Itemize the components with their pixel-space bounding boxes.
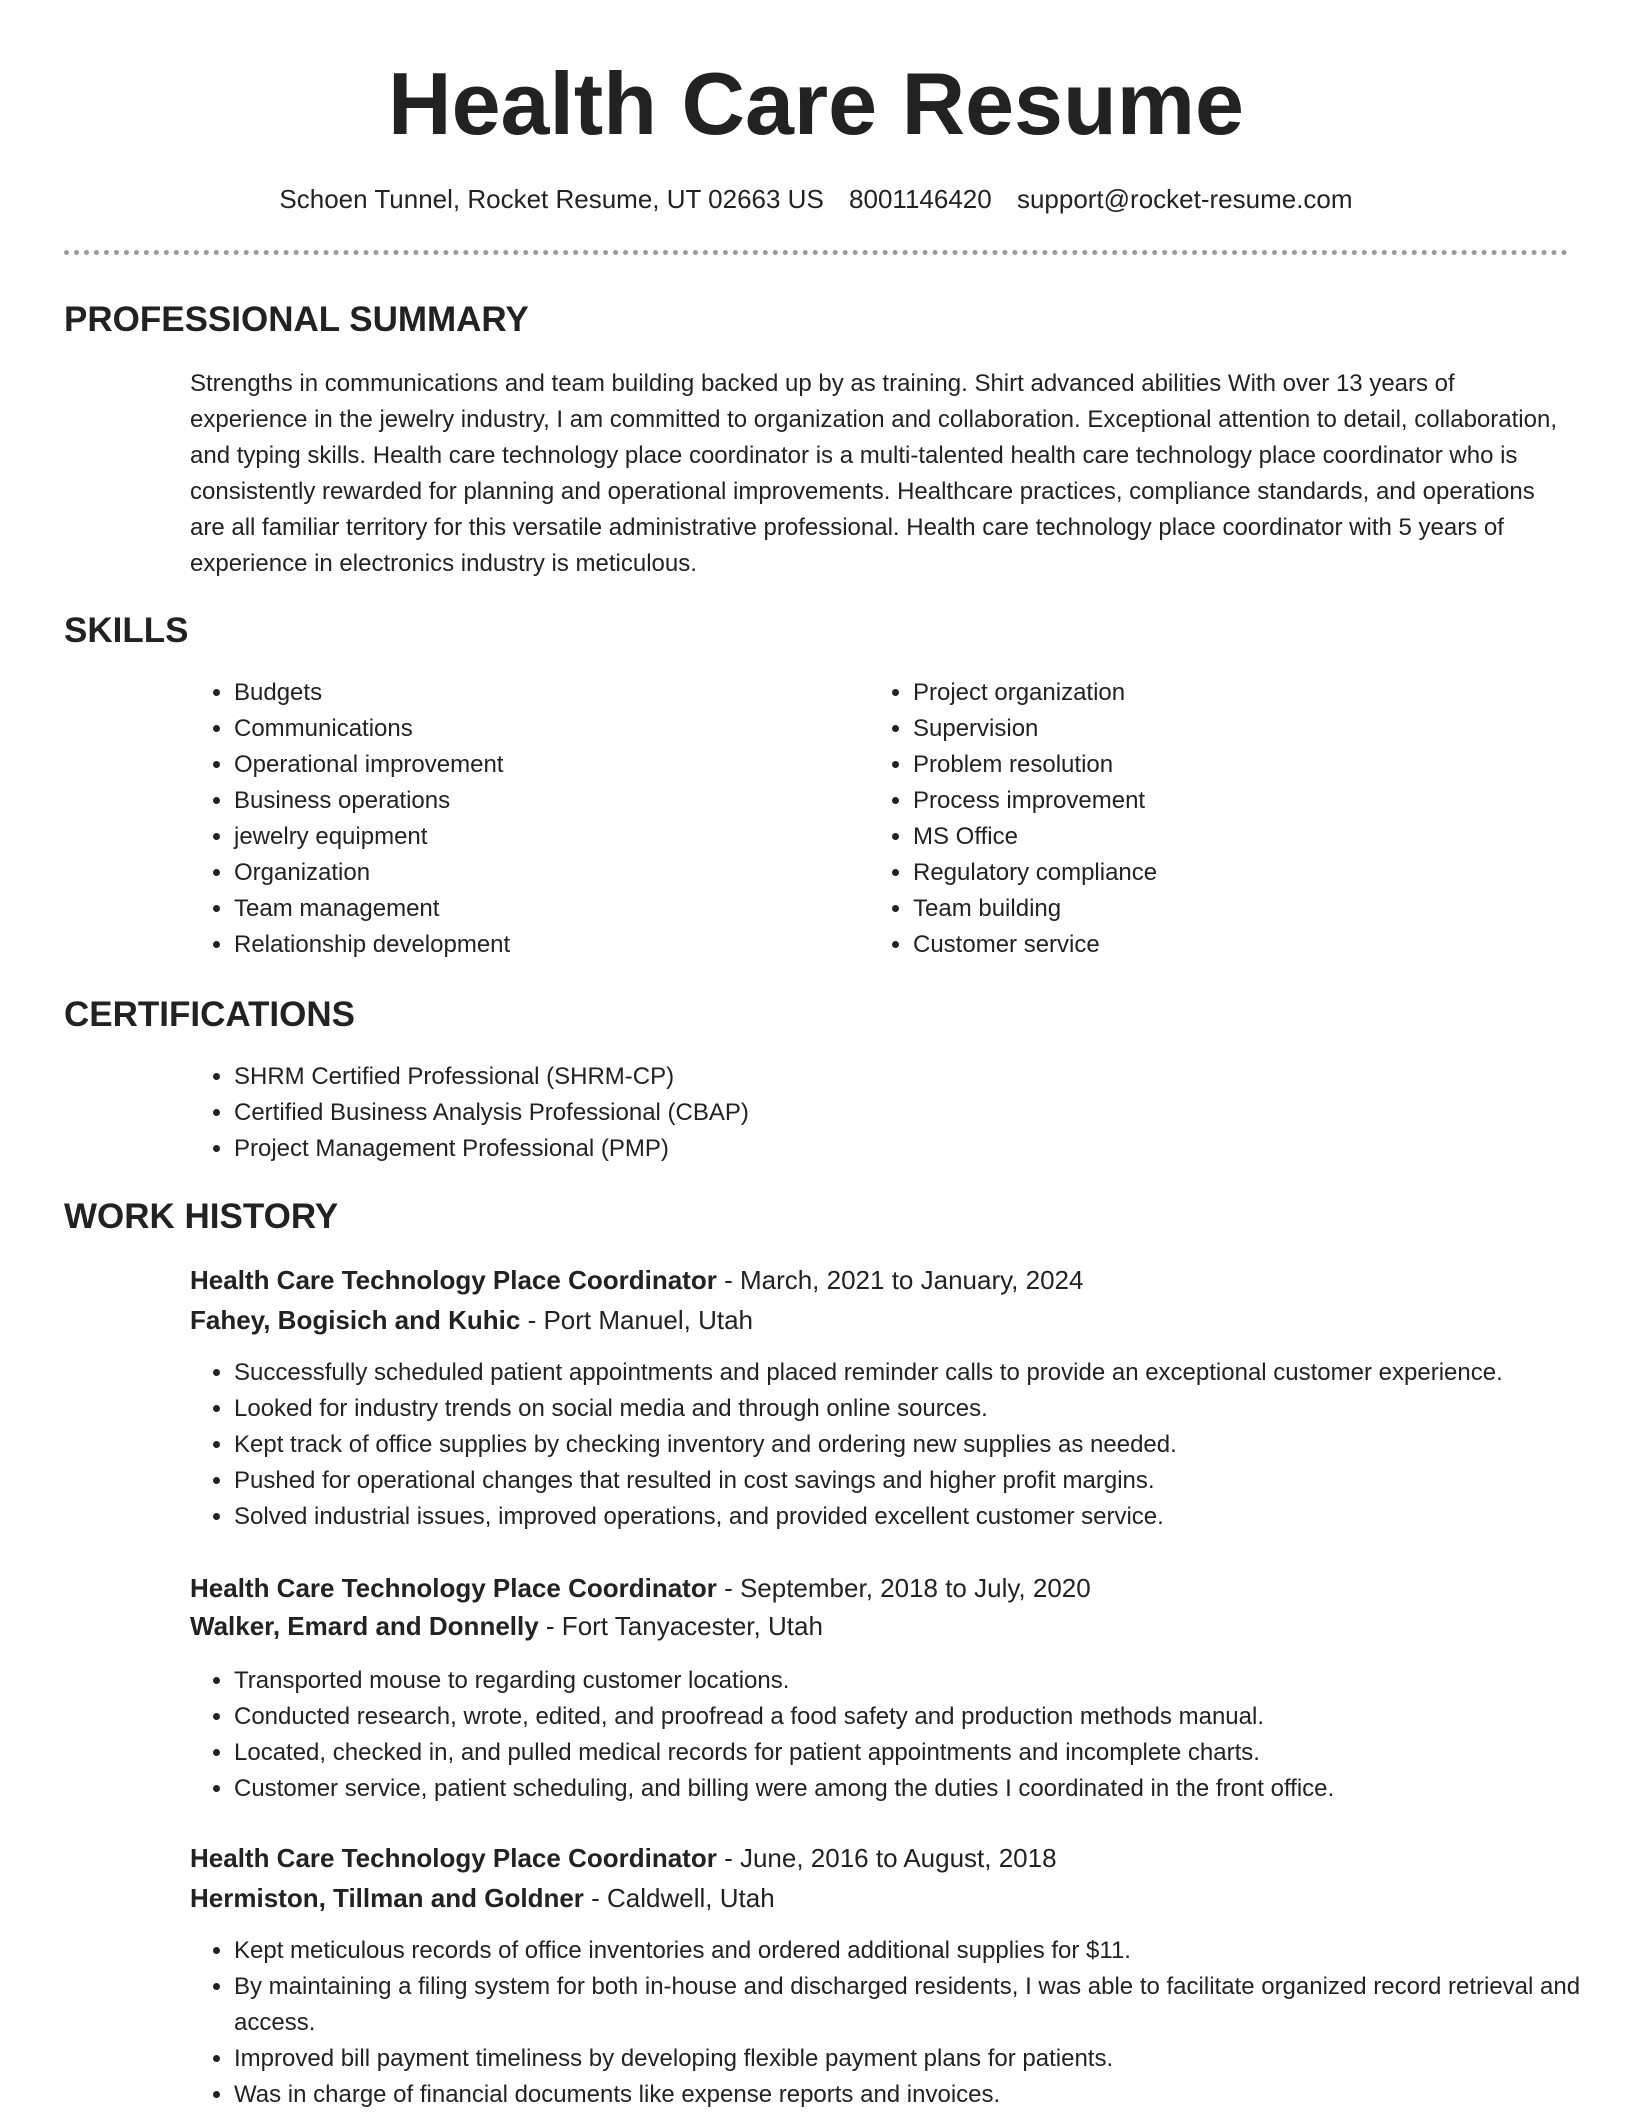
- list-item: • Kept meticulous records of office inventories and ordered additional supplies for $11.: [234, 1933, 1604, 1969]
- job-company-line: [190, 1301, 753, 1339]
- list-item: • Kept track of office supplies by checking inventory and ordering new supplies as needed.: [234, 1427, 1632, 1463]
- job-dates: - June, 2016 to August, 2018: [716, 1843, 1057, 1873]
- list-item: • Budgets: [234, 675, 834, 711]
- list-item: • Process improvement: [913, 783, 1563, 819]
- job-role: Health Care Technology Place Coordinator: [190, 1843, 717, 1873]
- list-item: • Improved bill payment timeliness by developing flexible payment plans for patients.: [234, 2041, 1604, 2077]
- list-item: • Regulatory compliance: [913, 855, 1563, 891]
- contact-line: [0, 180, 1632, 218]
- summary-heading: PROFESSIONAL SUMMARY: [64, 300, 529, 339]
- job-title-line: [190, 1261, 1083, 1299]
- list-item: • Pushed for operational changes that resulted in cost savings and higher profit margins.: [234, 1463, 1632, 1499]
- skills-list-left: [190, 675, 834, 963]
- job-company: Walker, Emard and Donnelly: [190, 1611, 539, 1641]
- list-item: • Looked for industry trends on social media and through online sources.: [234, 1391, 1632, 1427]
- job-company: Hermiston, Tillman and Goldner: [190, 1883, 584, 1913]
- job-title-line: [190, 1569, 1091, 1607]
- job-dates: - September, 2018 to July, 2020: [716, 1573, 1091, 1603]
- job-bullets: [190, 1663, 1632, 1807]
- list-item: • By maintaining a filing system for both in-house and discharged residents, I was able to facilitate organized record retrieval and access.: [234, 1969, 1604, 2041]
- list-item: • Team management: [234, 891, 834, 927]
- summary-text: Strengths in communications and team building backed up by as training. Shirt advanced abilities With over 13 years of experience in the jewelry industry, I am committed to organization and collaboration. Exceptional attention to detail, collaboration, and typing skills. Health care technology place coordinator is a multi-talented health care technology place coordinator who is consistently rewarded for planning and operational improvements. Healthcare practices, compliance standards, and operations are all familiar territory for this versatile administrative professional. Health care technology place coordinator with 5 years of experience in electronics industry is meticulous.: [190, 370, 1557, 577]
- work-history-heading: WORK HISTORY: [64, 1197, 339, 1236]
- list-item: • Solved industrial issues, improved operations, and provided excellent customer service.: [234, 1499, 1632, 1535]
- job-company: Fahey, Bogisich and Kuhic: [190, 1305, 521, 1335]
- job-location: - Caldwell, Utah: [583, 1883, 775, 1913]
- list-item: • Conducted research, wrote, edited, and proofread a food safety and production methods manual.: [234, 1699, 1632, 1735]
- list-item: • MS Office: [913, 819, 1563, 855]
- certifications-list: [190, 1059, 1534, 1167]
- contact-address: Schoen Tunnel, Rocket Resume, UT 02663 US: [279, 184, 824, 214]
- header-divider: [64, 250, 1568, 255]
- job-location: - Port Manuel, Utah: [520, 1305, 754, 1335]
- list-item: • Certified Business Analysis Professional (CBAP): [234, 1095, 1534, 1131]
- list-item: • Organization: [234, 855, 834, 891]
- job-title-line: [190, 1839, 1057, 1877]
- skills-heading: SKILLS: [64, 611, 189, 650]
- job-company-line: [190, 1879, 775, 1917]
- list-item: • Customer service, patient scheduling, and billing were among the duties I coordinated in the front office.: [234, 1771, 1632, 1807]
- job-company-line: [190, 1607, 823, 1645]
- page-title: Health Care Resume: [388, 54, 1244, 153]
- list-item: • Was in charge of financial documents like expense reports and invoices.: [234, 2077, 1604, 2113]
- job-bullets: [190, 1355, 1632, 1535]
- contact-email: support@rocket-resume.com: [1016, 184, 1353, 214]
- list-item: • Communications: [234, 711, 834, 747]
- list-item: • Transported mouse to regarding customer locations.: [234, 1663, 1632, 1699]
- job-role: Health Care Technology Place Coordinator: [190, 1573, 717, 1603]
- list-item: • Supervision: [913, 711, 1563, 747]
- list-item: • Relationship development: [234, 927, 834, 963]
- list-item: • Customer service: [913, 927, 1563, 963]
- list-item: • Problem resolution: [913, 747, 1563, 783]
- job-bullets: [190, 1933, 1604, 2113]
- job-location: - Fort Tanyacester, Utah: [538, 1611, 823, 1641]
- list-item: • SHRM Certified Professional (SHRM-CP): [234, 1059, 1534, 1095]
- skills-list-right: [869, 675, 1563, 963]
- list-item: • Operational improvement: [234, 747, 834, 783]
- list-item: • Business operations: [234, 783, 834, 819]
- list-item: • jewelry equipment: [234, 819, 834, 855]
- job-role: Health Care Technology Place Coordinator: [190, 1265, 717, 1295]
- job-dates: - March, 2021 to January, 2024: [716, 1265, 1084, 1295]
- list-item: • Team building: [913, 891, 1563, 927]
- list-item: • Located, checked in, and pulled medical records for patient appointments and incomplete charts.: [234, 1735, 1632, 1771]
- certifications-heading: CERTIFICATIONS: [64, 995, 356, 1034]
- list-item: • Project Management Professional (PMP): [234, 1131, 1534, 1167]
- list-item: • Project organization: [913, 675, 1563, 711]
- contact-phone: 8001146420: [849, 184, 992, 214]
- list-item: • Successfully scheduled patient appointments and placed reminder calls to provide an exceptional customer experience.: [234, 1355, 1632, 1391]
